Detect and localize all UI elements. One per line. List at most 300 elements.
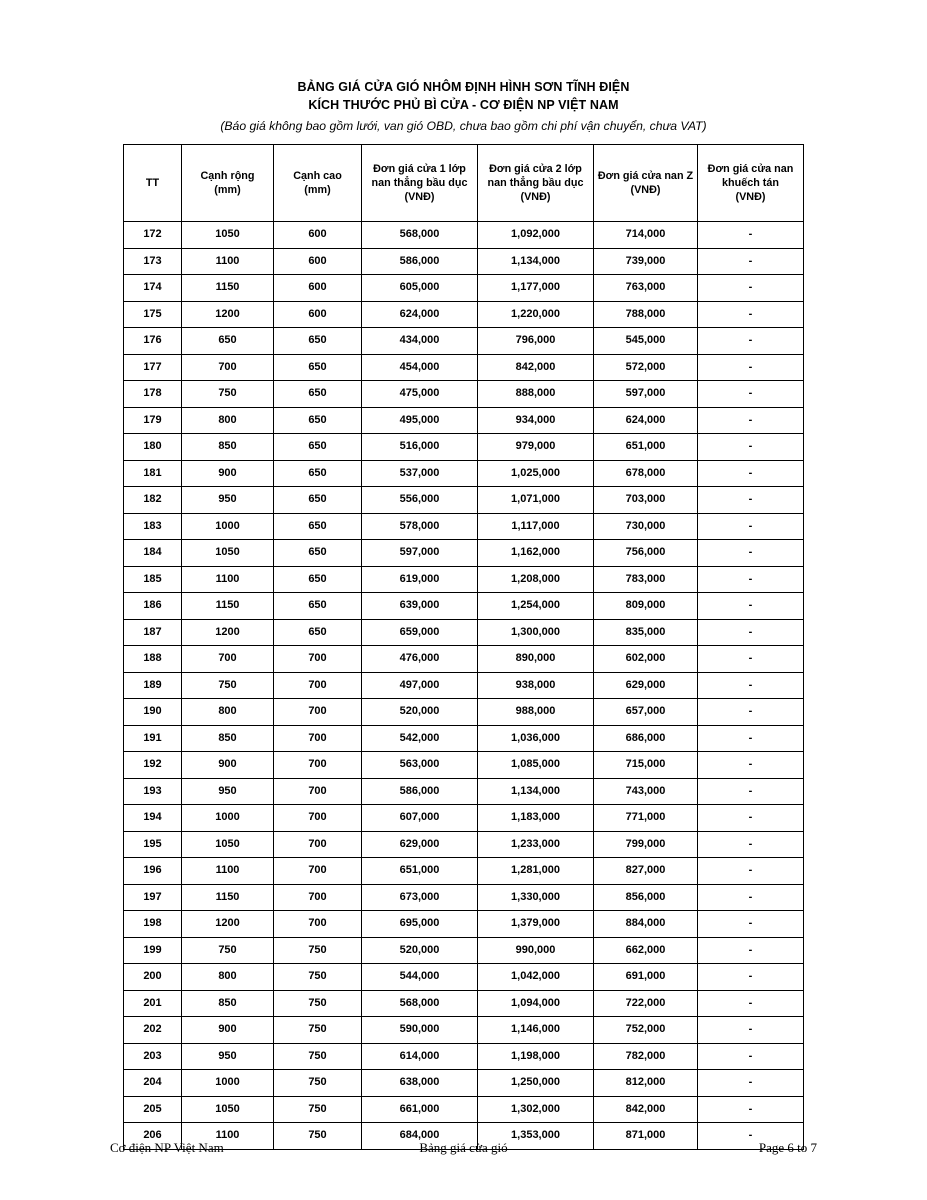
cell-price-diffuser: - [698, 805, 804, 832]
cell-price-double-layer: 842,000 [478, 354, 594, 381]
cell-tt: 182 [124, 487, 182, 514]
column-header-height [274, 145, 362, 222]
cell-price-single-layer: 556,000 [362, 487, 478, 514]
cell-price-double-layer: 1,379,000 [478, 911, 594, 938]
table-row [124, 513, 804, 540]
table-row [124, 434, 804, 461]
cell-tt: 199 [124, 937, 182, 964]
cell-price-z-blade: 809,000 [594, 593, 698, 620]
column-header-price-diffuser [698, 145, 804, 222]
cell-tt: 172 [124, 222, 182, 249]
cell-tt: 203 [124, 1043, 182, 1070]
cell-price-diffuser: - [698, 646, 804, 673]
cell-width: 1150 [182, 275, 274, 302]
cell-price-single-layer: 673,000 [362, 884, 478, 911]
cell-tt: 192 [124, 752, 182, 779]
cell-price-diffuser: - [698, 672, 804, 699]
document-title-block [110, 78, 817, 136]
cell-width: 850 [182, 725, 274, 752]
cell-price-z-blade: 788,000 [594, 301, 698, 328]
table-row [124, 911, 804, 938]
cell-height: 650 [274, 407, 362, 434]
cell-height: 700 [274, 911, 362, 938]
table-row [124, 699, 804, 726]
cell-height: 650 [274, 434, 362, 461]
cell-tt: 193 [124, 778, 182, 805]
cell-width: 1150 [182, 884, 274, 911]
cell-price-diffuser: - [698, 778, 804, 805]
cell-price-z-blade: 657,000 [594, 699, 698, 726]
cell-price-z-blade: 763,000 [594, 275, 698, 302]
cell-width: 1100 [182, 858, 274, 885]
cell-height: 750 [274, 1070, 362, 1097]
cell-price-double-layer: 1,177,000 [478, 275, 594, 302]
cell-price-single-layer: 495,000 [362, 407, 478, 434]
document-title-line-1: BẢNG GIÁ CỬA GIÓ NHÔM ĐỊNH HÌNH SƠN TĨNH ĐIỆN [297, 80, 630, 94]
cell-height: 750 [274, 1043, 362, 1070]
cell-tt: 198 [124, 911, 182, 938]
cell-height: 700 [274, 858, 362, 885]
cell-tt: 174 [124, 275, 182, 302]
cell-height: 700 [274, 884, 362, 911]
cell-price-diffuser: - [698, 460, 804, 487]
table-row [124, 593, 804, 620]
cell-price-z-blade: 703,000 [594, 487, 698, 514]
cell-price-single-layer: 537,000 [362, 460, 478, 487]
cell-price-z-blade: 545,000 [594, 328, 698, 355]
cell-price-single-layer: 614,000 [362, 1043, 478, 1070]
cell-price-z-blade: 678,000 [594, 460, 698, 487]
cell-width: 1200 [182, 301, 274, 328]
cell-width: 1100 [182, 1123, 274, 1150]
table-row [124, 805, 804, 832]
cell-price-z-blade: 686,000 [594, 725, 698, 752]
cell-price-single-layer: 578,000 [362, 513, 478, 540]
cell-price-z-blade: 842,000 [594, 1096, 698, 1123]
cell-width: 800 [182, 964, 274, 991]
cell-width: 800 [182, 407, 274, 434]
cell-price-diffuser: - [698, 593, 804, 620]
cell-price-double-layer: 934,000 [478, 407, 594, 434]
cell-price-double-layer: 990,000 [478, 937, 594, 964]
document-subtitle: (Báo giá không bao gồm lưới, van gió OBD, chưa bao gồm chi phí vận chuyển, chưa VAT) [220, 119, 707, 133]
cell-price-double-layer: 1,042,000 [478, 964, 594, 991]
column-header-price-double-layer-main: Đơn giá cửa 2 lớp nan thẳng bầu dục [487, 163, 584, 189]
table-row [124, 354, 804, 381]
cell-price-diffuser: - [698, 222, 804, 249]
cell-price-double-layer: 1,220,000 [478, 301, 594, 328]
cell-tt: 179 [124, 407, 182, 434]
table-row [124, 778, 804, 805]
cell-price-single-layer: 607,000 [362, 805, 478, 832]
cell-price-single-layer: 568,000 [362, 990, 478, 1017]
table-row [124, 222, 804, 249]
column-header-width [182, 145, 274, 222]
page-footer [110, 1140, 817, 1156]
cell-width: 950 [182, 778, 274, 805]
cell-height: 650 [274, 619, 362, 646]
cell-price-diffuser: - [698, 275, 804, 302]
cell-tt: 173 [124, 248, 182, 275]
cell-price-single-layer: 624,000 [362, 301, 478, 328]
cell-height: 750 [274, 1017, 362, 1044]
cell-tt: 187 [124, 619, 182, 646]
cell-tt: 176 [124, 328, 182, 355]
cell-price-z-blade: 884,000 [594, 911, 698, 938]
cell-price-single-layer: 454,000 [362, 354, 478, 381]
cell-price-double-layer: 1,094,000 [478, 990, 594, 1017]
cell-price-z-blade: 662,000 [594, 937, 698, 964]
cell-width: 850 [182, 434, 274, 461]
cell-height: 650 [274, 566, 362, 593]
cell-price-z-blade: 835,000 [594, 619, 698, 646]
cell-width: 1200 [182, 619, 274, 646]
cell-price-diffuser: - [698, 248, 804, 275]
cell-height: 650 [274, 513, 362, 540]
column-header-price-diffuser-unit: (VNĐ) [735, 191, 766, 203]
cell-tt: 190 [124, 699, 182, 726]
cell-tt: 202 [124, 1017, 182, 1044]
cell-width: 1150 [182, 593, 274, 620]
cell-price-diffuser: - [698, 407, 804, 434]
cell-price-diffuser: - [698, 487, 804, 514]
cell-tt: 175 [124, 301, 182, 328]
cell-price-single-layer: 542,000 [362, 725, 478, 752]
cell-price-z-blade: 629,000 [594, 672, 698, 699]
cell-height: 600 [274, 301, 362, 328]
price-table-body [124, 222, 804, 1150]
table-row [124, 725, 804, 752]
table-row [124, 487, 804, 514]
column-header-height-unit: (mm) [304, 184, 331, 196]
cell-price-diffuser: - [698, 566, 804, 593]
cell-height: 700 [274, 805, 362, 832]
cell-height: 650 [274, 381, 362, 408]
cell-tt: 195 [124, 831, 182, 858]
cell-price-diffuser: - [698, 328, 804, 355]
table-row [124, 964, 804, 991]
cell-width: 850 [182, 990, 274, 1017]
cell-price-double-layer: 1,085,000 [478, 752, 594, 779]
cell-tt: 186 [124, 593, 182, 620]
footer-document-name: Bảng giá cửa gió [419, 1140, 508, 1155]
cell-price-z-blade: 602,000 [594, 646, 698, 673]
cell-width: 800 [182, 699, 274, 726]
cell-height: 650 [274, 354, 362, 381]
column-header-width-unit: (mm) [214, 184, 241, 196]
table-row [124, 381, 804, 408]
cell-width: 650 [182, 328, 274, 355]
table-row [124, 1070, 804, 1097]
table-row [124, 248, 804, 275]
cell-width: 1050 [182, 222, 274, 249]
column-header-price-z-blade-unit: (VNĐ) [630, 184, 661, 196]
cell-price-double-layer: 890,000 [478, 646, 594, 673]
cell-price-z-blade: 691,000 [594, 964, 698, 991]
column-header-price-double-layer [478, 145, 594, 222]
cell-price-diffuser: - [698, 990, 804, 1017]
cell-price-z-blade: 827,000 [594, 858, 698, 885]
cell-price-z-blade: 856,000 [594, 884, 698, 911]
cell-tt: 184 [124, 540, 182, 567]
cell-tt: 178 [124, 381, 182, 408]
cell-price-diffuser: - [698, 858, 804, 885]
cell-tt: 180 [124, 434, 182, 461]
cell-price-diffuser: - [698, 619, 804, 646]
cell-price-diffuser: - [698, 964, 804, 991]
cell-price-z-blade: 722,000 [594, 990, 698, 1017]
cell-price-double-layer: 1,117,000 [478, 513, 594, 540]
cell-tt: 196 [124, 858, 182, 885]
cell-price-z-blade: 799,000 [594, 831, 698, 858]
cell-price-double-layer: 1,302,000 [478, 1096, 594, 1123]
cell-height: 700 [274, 699, 362, 726]
cell-tt: 188 [124, 646, 182, 673]
cell-price-diffuser: - [698, 381, 804, 408]
cell-price-single-layer: 629,000 [362, 831, 478, 858]
cell-price-double-layer: 1,300,000 [478, 619, 594, 646]
cell-price-single-layer: 520,000 [362, 699, 478, 726]
table-row [124, 1017, 804, 1044]
cell-price-single-layer: 568,000 [362, 222, 478, 249]
cell-price-diffuser: - [698, 884, 804, 911]
cell-height: 700 [274, 752, 362, 779]
cell-price-single-layer: 619,000 [362, 566, 478, 593]
cell-price-double-layer: 1,233,000 [478, 831, 594, 858]
cell-price-double-layer: 1,146,000 [478, 1017, 594, 1044]
cell-price-double-layer: 1,208,000 [478, 566, 594, 593]
column-header-price-z-blade [594, 145, 698, 222]
table-row [124, 937, 804, 964]
cell-width: 950 [182, 487, 274, 514]
cell-price-single-layer: 597,000 [362, 540, 478, 567]
cell-width: 1100 [182, 566, 274, 593]
cell-price-diffuser: - [698, 354, 804, 381]
price-table [123, 144, 804, 1150]
cell-width: 900 [182, 460, 274, 487]
table-row [124, 301, 804, 328]
cell-width: 1200 [182, 911, 274, 938]
cell-price-diffuser: - [698, 1043, 804, 1070]
cell-tt: 197 [124, 884, 182, 911]
table-row [124, 275, 804, 302]
cell-price-diffuser: - [698, 699, 804, 726]
cell-price-single-layer: 563,000 [362, 752, 478, 779]
cell-price-z-blade: 783,000 [594, 566, 698, 593]
cell-tt: 183 [124, 513, 182, 540]
cell-price-single-layer: 684,000 [362, 1123, 478, 1150]
table-row [124, 566, 804, 593]
column-header-width-main: Cạnh rộng [200, 170, 255, 182]
cell-tt: 177 [124, 354, 182, 381]
column-header-price-single-layer-main: Đơn giá cửa 1 lớp nan thẳng bầu dục [371, 163, 468, 189]
cell-price-double-layer: 1,250,000 [478, 1070, 594, 1097]
cell-width: 950 [182, 1043, 274, 1070]
cell-width: 750 [182, 672, 274, 699]
table-row [124, 1043, 804, 1070]
cell-price-double-layer: 988,000 [478, 699, 594, 726]
cell-tt: 200 [124, 964, 182, 991]
cell-price-z-blade: 871,000 [594, 1123, 698, 1150]
cell-tt: 201 [124, 990, 182, 1017]
cell-price-double-layer: 1,025,000 [478, 460, 594, 487]
cell-price-single-layer: 590,000 [362, 1017, 478, 1044]
column-header-tt [124, 145, 182, 222]
column-header-price-single-layer-unit: (VNĐ) [404, 191, 435, 203]
table-row [124, 858, 804, 885]
cell-price-double-layer: 1,134,000 [478, 248, 594, 275]
cell-tt: 191 [124, 725, 182, 752]
cell-price-double-layer: 1,183,000 [478, 805, 594, 832]
cell-height: 750 [274, 990, 362, 1017]
cell-price-single-layer: 497,000 [362, 672, 478, 699]
cell-price-diffuser: - [698, 301, 804, 328]
cell-width: 1050 [182, 540, 274, 567]
cell-price-single-layer: 520,000 [362, 937, 478, 964]
cell-price-z-blade: 771,000 [594, 805, 698, 832]
cell-width: 1100 [182, 248, 274, 275]
cell-price-z-blade: 743,000 [594, 778, 698, 805]
cell-price-double-layer: 1,071,000 [478, 487, 594, 514]
cell-price-double-layer: 796,000 [478, 328, 594, 355]
cell-width: 750 [182, 937, 274, 964]
cell-price-single-layer: 605,000 [362, 275, 478, 302]
cell-price-z-blade: 715,000 [594, 752, 698, 779]
cell-price-double-layer: 979,000 [478, 434, 594, 461]
cell-price-single-layer: 516,000 [362, 434, 478, 461]
cell-price-diffuser: - [698, 540, 804, 567]
table-row [124, 646, 804, 673]
cell-price-single-layer: 659,000 [362, 619, 478, 646]
cell-height: 600 [274, 222, 362, 249]
cell-price-single-layer: 651,000 [362, 858, 478, 885]
cell-price-double-layer: 888,000 [478, 381, 594, 408]
cell-height: 700 [274, 778, 362, 805]
cell-width: 900 [182, 1017, 274, 1044]
cell-price-z-blade: 597,000 [594, 381, 698, 408]
footer-page-number: Page 6 to 7 [758, 1140, 818, 1155]
cell-price-z-blade: 812,000 [594, 1070, 698, 1097]
cell-tt: 185 [124, 566, 182, 593]
price-table-header [124, 145, 804, 222]
cell-price-single-layer: 661,000 [362, 1096, 478, 1123]
footer-company: Cơ điện NP Việt Nam [110, 1140, 224, 1155]
cell-tt: 204 [124, 1070, 182, 1097]
cell-height: 700 [274, 725, 362, 752]
cell-price-diffuser: - [698, 911, 804, 938]
cell-price-double-layer: 1,330,000 [478, 884, 594, 911]
cell-height: 650 [274, 460, 362, 487]
cell-width: 750 [182, 381, 274, 408]
cell-price-double-layer: 938,000 [478, 672, 594, 699]
column-header-price-z-blade-main: Đơn giá cửa nan Z [597, 170, 694, 182]
cell-price-double-layer: 1,036,000 [478, 725, 594, 752]
cell-price-single-layer: 639,000 [362, 593, 478, 620]
cell-height: 750 [274, 964, 362, 991]
cell-price-z-blade: 651,000 [594, 434, 698, 461]
cell-price-single-layer: 695,000 [362, 911, 478, 938]
cell-width: 1050 [182, 831, 274, 858]
table-row [124, 752, 804, 779]
cell-height: 650 [274, 593, 362, 620]
cell-height: 650 [274, 328, 362, 355]
table-header-row [124, 145, 804, 222]
table-row [124, 884, 804, 911]
cell-price-diffuser: - [698, 937, 804, 964]
cell-price-z-blade: 572,000 [594, 354, 698, 381]
cell-price-double-layer: 1,254,000 [478, 593, 594, 620]
column-header-price-single-layer [362, 145, 478, 222]
table-row [124, 460, 804, 487]
cell-tt: 189 [124, 672, 182, 699]
table-row [124, 328, 804, 355]
cell-price-single-layer: 475,000 [362, 381, 478, 408]
cell-price-z-blade: 752,000 [594, 1017, 698, 1044]
cell-price-diffuser: - [698, 1017, 804, 1044]
cell-price-z-blade: 739,000 [594, 248, 698, 275]
cell-price-single-layer: 476,000 [362, 646, 478, 673]
cell-price-diffuser: - [698, 831, 804, 858]
cell-price-diffuser: - [698, 434, 804, 461]
table-row [124, 1096, 804, 1123]
cell-price-double-layer: 1,281,000 [478, 858, 594, 885]
cell-height: 750 [274, 1123, 362, 1150]
cell-price-double-layer: 1,198,000 [478, 1043, 594, 1070]
cell-width: 1000 [182, 805, 274, 832]
cell-price-double-layer: 1,353,000 [478, 1123, 594, 1150]
cell-price-diffuser: - [698, 752, 804, 779]
cell-height: 700 [274, 831, 362, 858]
cell-height: 600 [274, 248, 362, 275]
cell-price-double-layer: 1,134,000 [478, 778, 594, 805]
cell-tt: 206 [124, 1123, 182, 1150]
column-header-price-diffuser-main: Đơn giá cửa nan khuếch tán [707, 163, 794, 189]
cell-price-diffuser: - [698, 1070, 804, 1097]
cell-price-z-blade: 756,000 [594, 540, 698, 567]
cell-price-double-layer: 1,092,000 [478, 222, 594, 249]
cell-width: 1000 [182, 513, 274, 540]
document-title-line-2: KÍCH THƯỚC PHỦ BÌ CỬA - CƠ ĐIỆN NP VIỆT NAM [308, 98, 619, 112]
cell-height: 650 [274, 487, 362, 514]
column-header-price-double-layer-unit: (VNĐ) [520, 191, 551, 203]
cell-price-z-blade: 714,000 [594, 222, 698, 249]
cell-height: 700 [274, 672, 362, 699]
cell-height: 750 [274, 1096, 362, 1123]
column-header-height-main: Cạnh cao [293, 170, 342, 182]
cell-price-single-layer: 586,000 [362, 248, 478, 275]
cell-price-single-layer: 434,000 [362, 328, 478, 355]
cell-height: 750 [274, 937, 362, 964]
cell-price-single-layer: 544,000 [362, 964, 478, 991]
cell-width: 1050 [182, 1096, 274, 1123]
cell-width: 700 [182, 354, 274, 381]
table-row [124, 831, 804, 858]
table-row [124, 407, 804, 434]
cell-price-diffuser: - [698, 725, 804, 752]
cell-price-z-blade: 624,000 [594, 407, 698, 434]
table-row [124, 540, 804, 567]
column-header-tt-main: TT [145, 177, 160, 189]
cell-price-diffuser: - [698, 1123, 804, 1150]
cell-width: 1000 [182, 1070, 274, 1097]
cell-height: 650 [274, 540, 362, 567]
cell-price-single-layer: 638,000 [362, 1070, 478, 1097]
cell-height: 700 [274, 646, 362, 673]
cell-price-double-layer: 1,162,000 [478, 540, 594, 567]
table-row [124, 672, 804, 699]
table-row [124, 619, 804, 646]
cell-height: 600 [274, 275, 362, 302]
